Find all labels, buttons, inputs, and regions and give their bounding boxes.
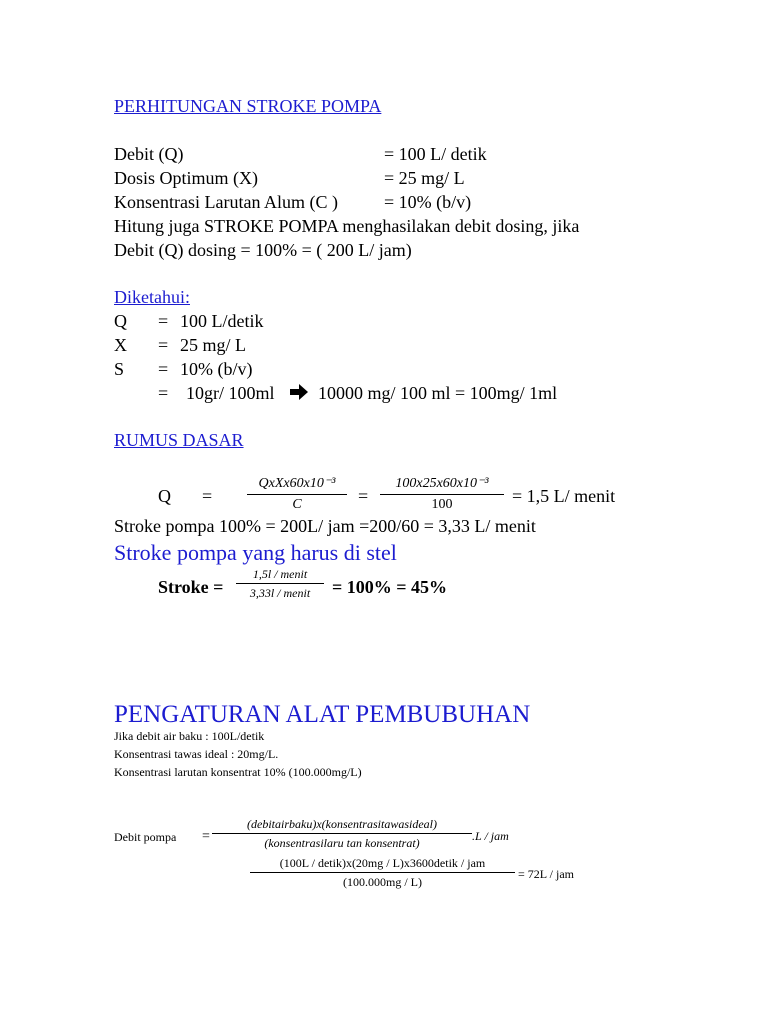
rumus-q-label: Q: [158, 486, 171, 506]
debit-pompa-label: Debit pompa: [114, 830, 177, 844]
given-dosis-value: = 25 mg/ L: [384, 168, 465, 188]
diketahui-q-symbol: Q: [114, 311, 127, 331]
stel-result: = 100% = 45%: [332, 577, 448, 597]
rumus-fraction-1-numerator: QxXx60x10⁻³: [258, 476, 336, 491]
fraction-bar: [250, 872, 515, 873]
debit-pompa-equals: =: [202, 829, 210, 844]
debit-pompa-fraction-2-numerator: (100L / detik)x(20mg / L)x3600detik / jam: [279, 856, 486, 870]
stel-label: Stroke =: [158, 577, 224, 597]
diketahui-x-equals: =: [158, 335, 169, 355]
question-line-1: Hitung juga STROKE POMPA menghasilakan debit dosing, jika: [114, 216, 580, 236]
stel-fraction: [236, 568, 324, 599]
diketahui-s-value: 10% (b/v): [180, 359, 253, 379]
debit-pompa-unit: .L / jam: [472, 829, 509, 843]
debit-pompa-fraction-1-denominator: (konsentrasilaru tan konsentrat): [264, 836, 420, 850]
debit-pompa-fraction-2-denominator: (100.000mg / L): [343, 875, 422, 889]
fraction-bar: [247, 494, 347, 495]
rumus-fraction-1: [247, 477, 347, 512]
given-dosis-label: Dosis Optimum (X): [114, 168, 258, 188]
fraction-bar: [380, 494, 504, 495]
rumus-fraction-2-numerator: 100x25x60x10⁻³: [395, 476, 489, 491]
conversion-equals: =: [158, 383, 169, 403]
stel-heading: Stroke pompa yang harus di stel: [114, 540, 397, 565]
rumus-q-equals: =: [202, 486, 213, 506]
debit-pompa-fraction-2: [250, 857, 515, 888]
pengaturan-heading: PENGATURAN ALAT PEMBUBUHAN: [114, 701, 531, 728]
pengaturan-line-3: Konsentrasi larutan konsentrat 10% (100.000mg/L): [114, 765, 362, 779]
diketahui-x-value: 25 mg/ L: [180, 335, 246, 355]
rumus-result: = 1,5 L/ menit: [512, 486, 616, 506]
debit-pompa-fraction-1: [212, 818, 472, 849]
stel-fraction-numerator: 1,5l / menit: [252, 567, 308, 581]
diketahui-s-equals: =: [158, 359, 169, 379]
diketahui-x-symbol: X: [114, 335, 127, 355]
question-line-2: Debit (Q) dosing = 100% = ( 200 L/ jam): [114, 240, 412, 260]
debit-pompa-result: = 72L / jam: [518, 867, 574, 881]
fraction-bar: [212, 833, 472, 834]
stroke-pompa-line: Stroke pompa 100% = 200L/ jam =200/60 = 3,33 L/ menit: [114, 516, 536, 536]
conversion-right: 10000 mg/ 100 ml = 100mg/ 1ml: [318, 383, 558, 403]
conversion-left: 10gr/ 100ml: [186, 383, 275, 403]
pengaturan-line-1: Jika debit air baku : 100L/detik: [114, 729, 265, 743]
rumus-fraction-2-denominator: 100: [431, 497, 453, 512]
debit-pompa-fraction-1-numerator: (debitairbaku)x(konsentrasitawasideal): [247, 817, 437, 831]
diketahui-s-symbol: S: [114, 359, 125, 379]
fraction-bar: [236, 583, 324, 584]
given-konsentrasi-value: = 10% (b/v): [384, 192, 472, 212]
right-arrow-icon: [289, 383, 309, 405]
given-debit-label: Debit (Q): [114, 144, 184, 164]
diketahui-q-equals: =: [158, 311, 169, 331]
rumus-equals-2: =: [358, 486, 369, 506]
diketahui-heading: Diketahui:: [114, 287, 190, 307]
given-debit-value: = 100 L/ detik: [384, 144, 487, 164]
rumus-heading: RUMUS DASAR: [114, 430, 244, 450]
page-title: PERHITUNGAN STROKE POMPA: [114, 96, 382, 116]
rumus-fraction-2: [380, 477, 504, 512]
stel-fraction-denominator: 3,33l / menit: [249, 586, 311, 600]
diketahui-q-value: 100 L/detik: [180, 311, 264, 331]
given-konsentrasi-label: Konsentrasi Larutan Alum (C ): [114, 192, 338, 212]
pengaturan-line-2: Konsentrasi tawas ideal : 20mg/L.: [114, 747, 279, 761]
rumus-fraction-1-denominator: C: [292, 497, 302, 512]
